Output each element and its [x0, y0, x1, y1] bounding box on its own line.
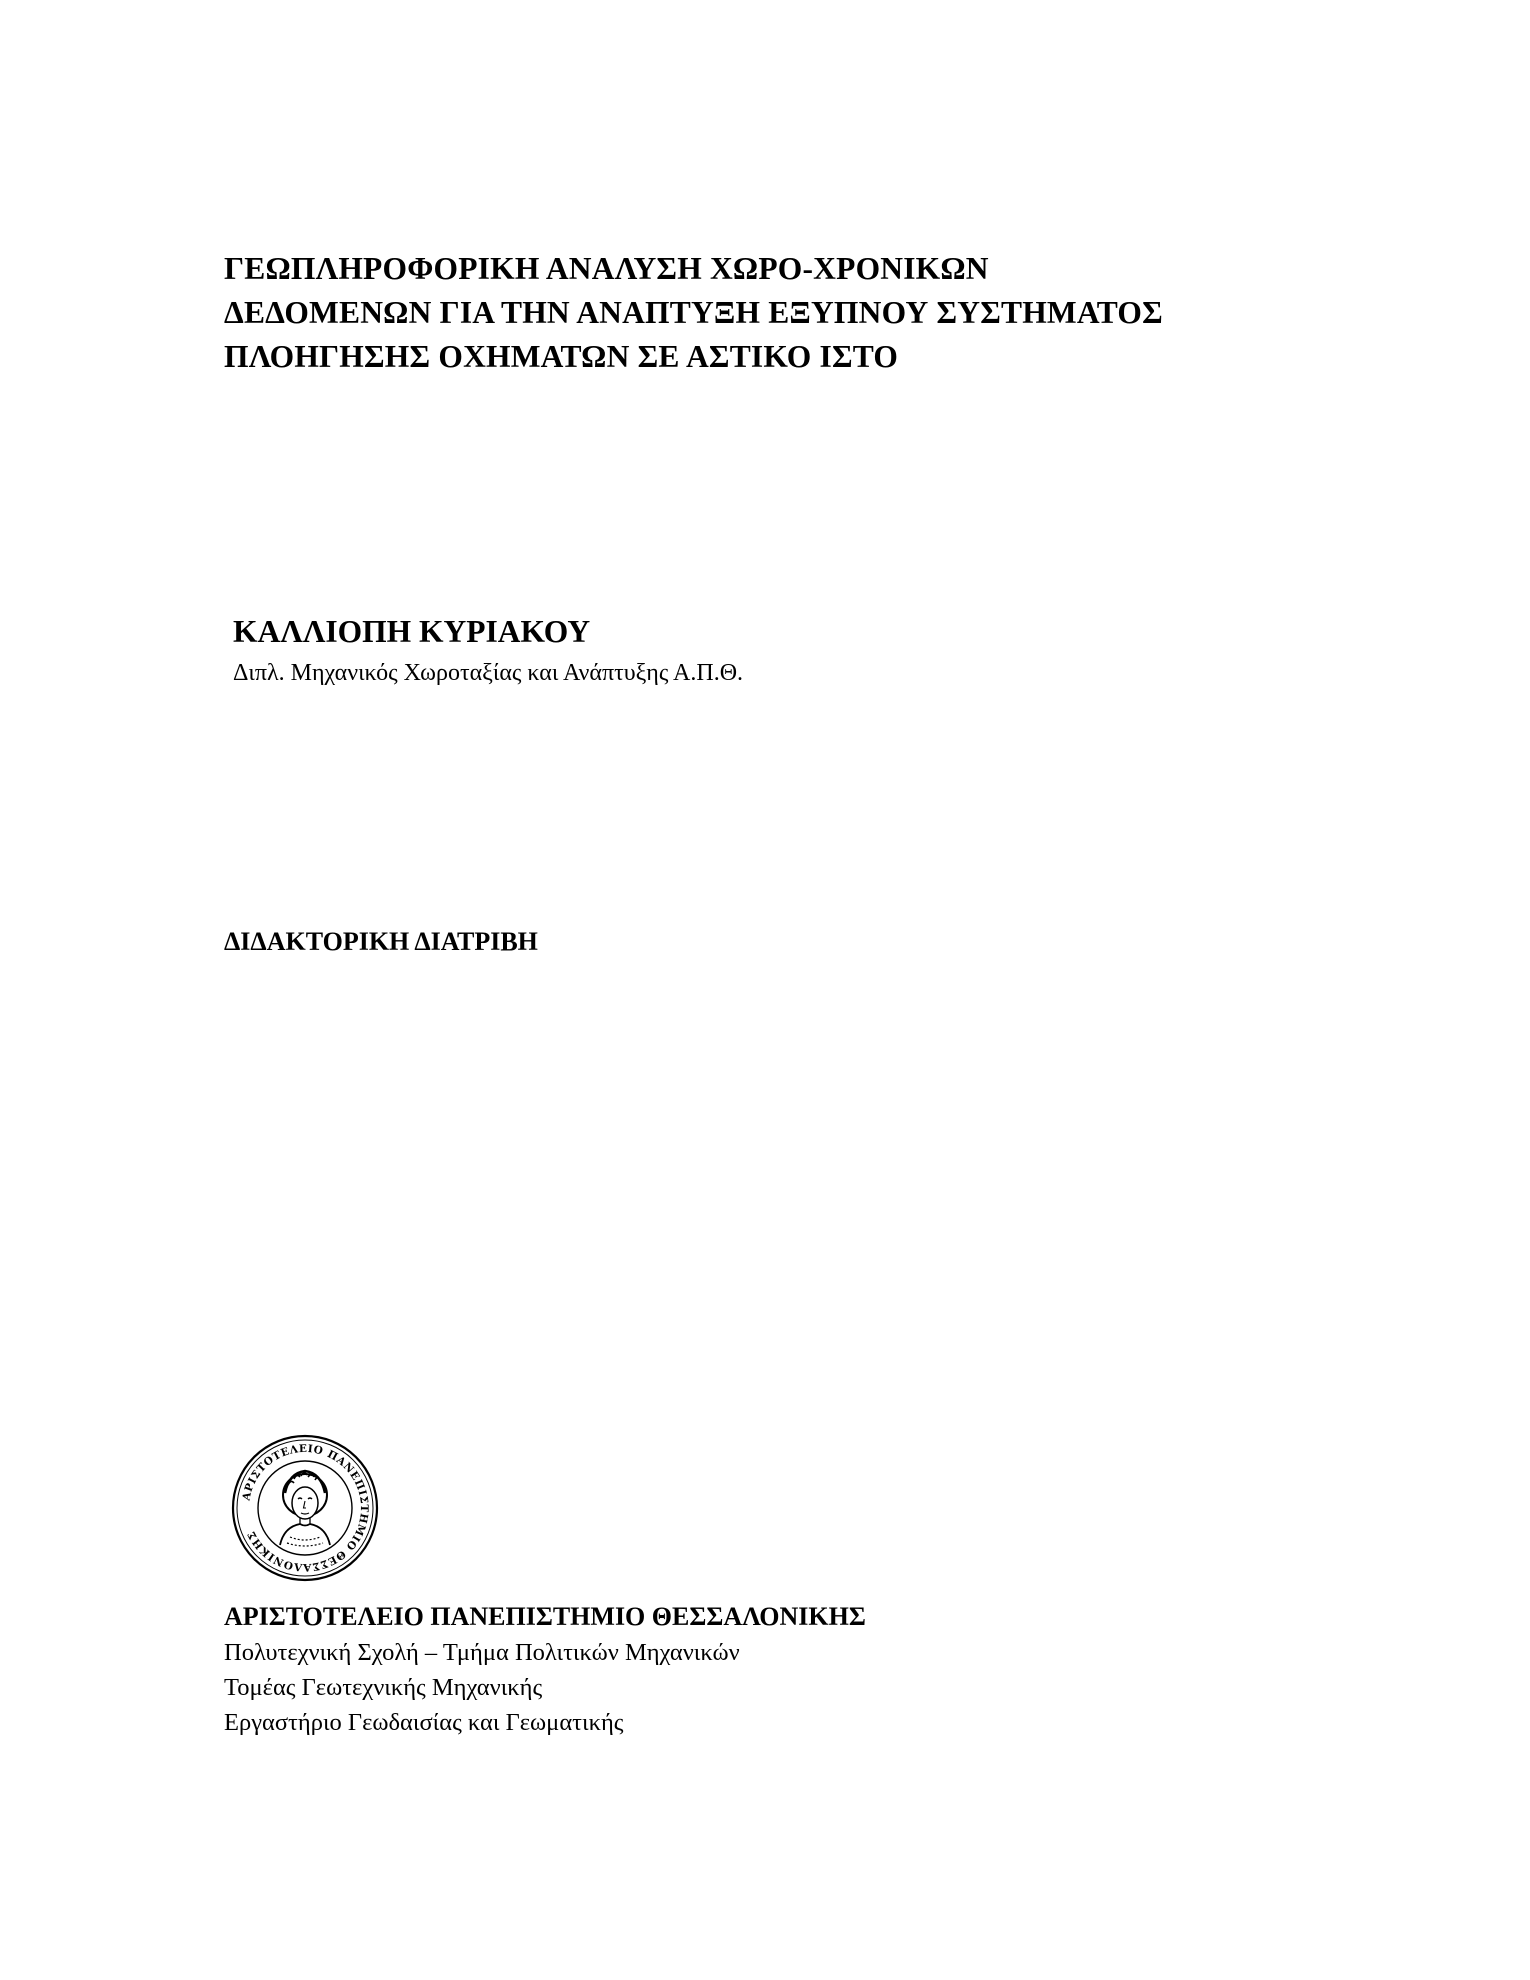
thesis-title-line-2: ΔΕΔΟΜΕΝΩΝ ΓΙΑ ΤΗΝ ΑΝΑΠΤΥΞΗ ΕΞΥΠΝΟΥ ΣΥΣΤΗΜΑΤΟΣ	[224, 295, 1163, 330]
thesis-title	[224, 247, 1324, 379]
svg-text:ΑΡΙΣΤΟΤΕΛΕΙΟ ΠΑΝΕΠΙΣΤΗΜΙΟ ΘΕΣΣ: ΑΡΙΣΤΟΤΕΛΕΙΟ ΠΑΝΕΠΙΣΤΗΜΙΟ ΘΕΣΣΑΛΟΝΙΚΗΣ	[240, 1442, 371, 1574]
affiliation-block	[224, 1599, 866, 1740]
document-type: ΔΙΔΑΚΤΟΡΙΚΗ ΔΙΑΤΡΙΒΗ	[224, 927, 538, 956]
thesis-title-line-3: ΠΛΟΗΓΗΣΗΣ ΟΧΗΜΑΤΩΝ ΣΕ ΑΣΤΙΚΟ ΙΣΤΟ	[224, 339, 899, 374]
university-name: ΑΡΙΣΤΟΤΕΛΕΙΟ ΠΑΝΕΠΙΣΤΗΜΙΟ ΘΕΣΣΑΛΟΝΙΚΗΣ	[224, 1602, 866, 1631]
author-degree: Διπλ. Μηχανικός Χωροταξίας και Ανάπτυξης Α.Π.Θ.	[233, 660, 744, 686]
division-name: Τομέας Γεωτεχνικής Μηχανικής	[224, 1674, 543, 1701]
thesis-title-line-1: ΓΕΩΠΛΗΡΟΦΟΡΙΚΗ ΑΝΑΛΥΣΗ ΧΩΡΟ-ΧΡΟΝΙΚΩΝ	[224, 251, 989, 286]
author-name: ΚΑΛΛΙΟΠΗ ΚΥΡΙΑΚΟΥ	[233, 614, 591, 649]
university-seal-icon	[230, 1433, 380, 1583]
laboratory-name: Εργαστήριο Γεωδαισίας και Γεωματικής	[224, 1709, 624, 1736]
school-name: Πολυτεχνική Σχολή – Τμήμα Πολιτικών Μηχανικών	[224, 1639, 740, 1666]
